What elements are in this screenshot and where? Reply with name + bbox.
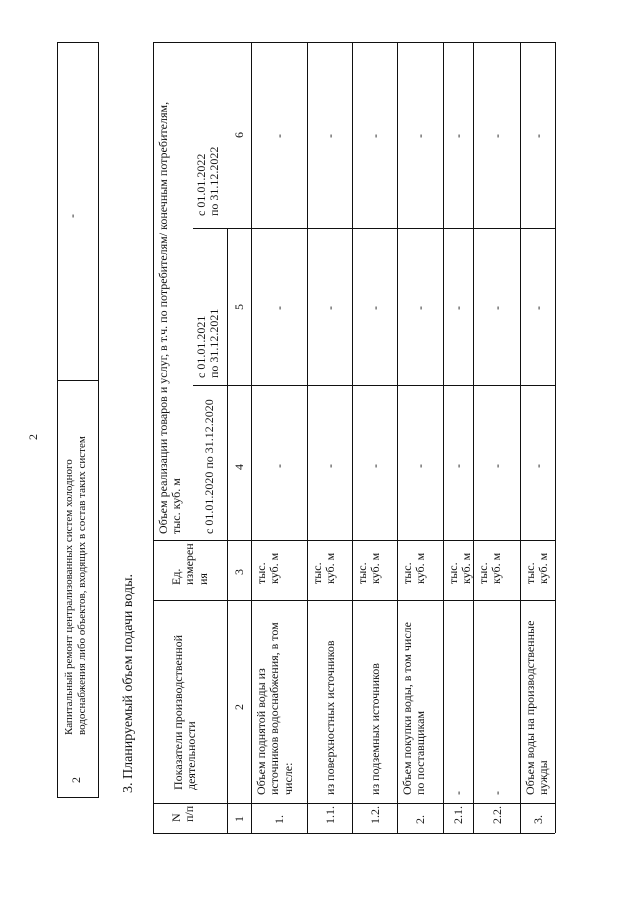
row-unit: тыс. куб. м — [400, 552, 428, 584]
row-unit: тыс. куб. м — [523, 552, 551, 584]
row-value-2022: - — [490, 134, 504, 138]
table-line — [397, 42, 398, 833]
table-line — [227, 228, 228, 833]
row-value-2020: - — [323, 464, 337, 468]
row-number: 3. — [531, 815, 545, 824]
row-value-2022: - — [413, 134, 427, 138]
row-unit: тыс. куб. м — [446, 552, 474, 584]
row-indicator: - — [490, 791, 504, 795]
row-value-2022: - — [368, 134, 382, 138]
table-line — [443, 42, 444, 833]
row-value-2020: - — [451, 464, 465, 468]
row-indicator: - — [451, 791, 465, 795]
row-indicator: Объем воды на производственные нужды — [523, 620, 551, 795]
table-line — [520, 42, 521, 833]
table-line — [153, 600, 555, 601]
row-value-2021: - — [490, 306, 504, 310]
row-value-2021: - — [413, 306, 427, 310]
row-indicator: Объем покупки воды, в том числе по поставщикам — [400, 622, 428, 795]
row-value-2022: - — [451, 134, 465, 138]
row-number: 2.2. — [490, 806, 504, 824]
row-value-2020: - — [368, 464, 382, 468]
table-line — [555, 42, 556, 833]
column-number-1: 1 — [232, 816, 246, 822]
section-title: 3. Планируемый объем подачи воды. — [121, 573, 136, 793]
header-unit: Ед. измерен ия — [169, 543, 210, 585]
row-number: 2. — [413, 815, 427, 824]
row-value-2021: - — [323, 306, 337, 310]
top-table-value: - — [65, 214, 79, 218]
column-number-5: 5 — [232, 304, 246, 310]
header-number: N п/п — [169, 805, 197, 822]
row-unit: тыс. куб. м — [254, 552, 282, 584]
column-number-2: 2 — [232, 704, 246, 710]
row-indicator: Объем поднятой воды из источников водоснабжения, в том числе: — [254, 622, 295, 795]
row-number: 1.1. — [323, 806, 337, 824]
row-value-2022: - — [272, 134, 286, 138]
row-value-2022: - — [531, 134, 545, 138]
row-value-2021: - — [531, 306, 545, 310]
column-number-3: 3 — [232, 569, 246, 575]
header-indicator: Показатели производственной деятельности — [171, 634, 199, 790]
table-line — [153, 803, 555, 804]
row-indicator: из поверхностных источников — [323, 640, 337, 795]
top-table-text-line1: Капитальный ремонт централизованных систем холодного — [63, 459, 75, 735]
top-table-text-line2: водоснабжения либо объектов, входящих в состав таких систем — [76, 436, 88, 735]
top-table-row-number: 2 — [69, 777, 83, 783]
header-period-2021: с 01.01.2021 по 31.12.2021 — [194, 308, 222, 378]
row-value-2021: - — [451, 306, 465, 310]
row-number: 1.2. — [368, 806, 382, 824]
header-volume-group: Объем реализации товаров и услуг, в т.ч. по потребителям/ конечным потребителям, тыс. куб. м — [156, 101, 184, 534]
table-line — [153, 833, 555, 834]
column-number-6: 6 — [232, 132, 246, 138]
row-unit: тыс. куб. м — [355, 552, 383, 584]
row-indicator: из подземных источников — [368, 663, 382, 795]
row-value-2020: - — [531, 464, 545, 468]
row-number: 1. — [272, 815, 286, 824]
table-line — [153, 540, 555, 541]
row-value-2020: - — [272, 464, 286, 468]
table-line — [473, 42, 474, 833]
row-number: 2.1. — [451, 806, 465, 824]
table-line — [307, 42, 308, 833]
row-value-2020: - — [413, 464, 427, 468]
header-period-2020: с 01.01.2020 по 31.12.2020 — [202, 399, 216, 534]
row-value-2021: - — [368, 306, 382, 310]
table-line — [193, 385, 555, 386]
column-number-4: 4 — [232, 464, 246, 470]
row-unit: тыс. куб. м — [310, 552, 338, 584]
header-period-2022: с 01.01.2022 по 31.12.2022 — [194, 146, 222, 216]
row-value-2022: - — [323, 134, 337, 138]
row-value-2020: - — [490, 464, 504, 468]
table-line — [352, 42, 353, 833]
table-line — [153, 42, 555, 43]
row-value-2021: - — [272, 306, 286, 310]
table-line — [193, 228, 555, 229]
page-number: 2 — [26, 434, 40, 440]
table-line — [153, 42, 154, 833]
row-unit: тыс. куб. м — [476, 552, 504, 584]
table-line — [251, 42, 252, 833]
